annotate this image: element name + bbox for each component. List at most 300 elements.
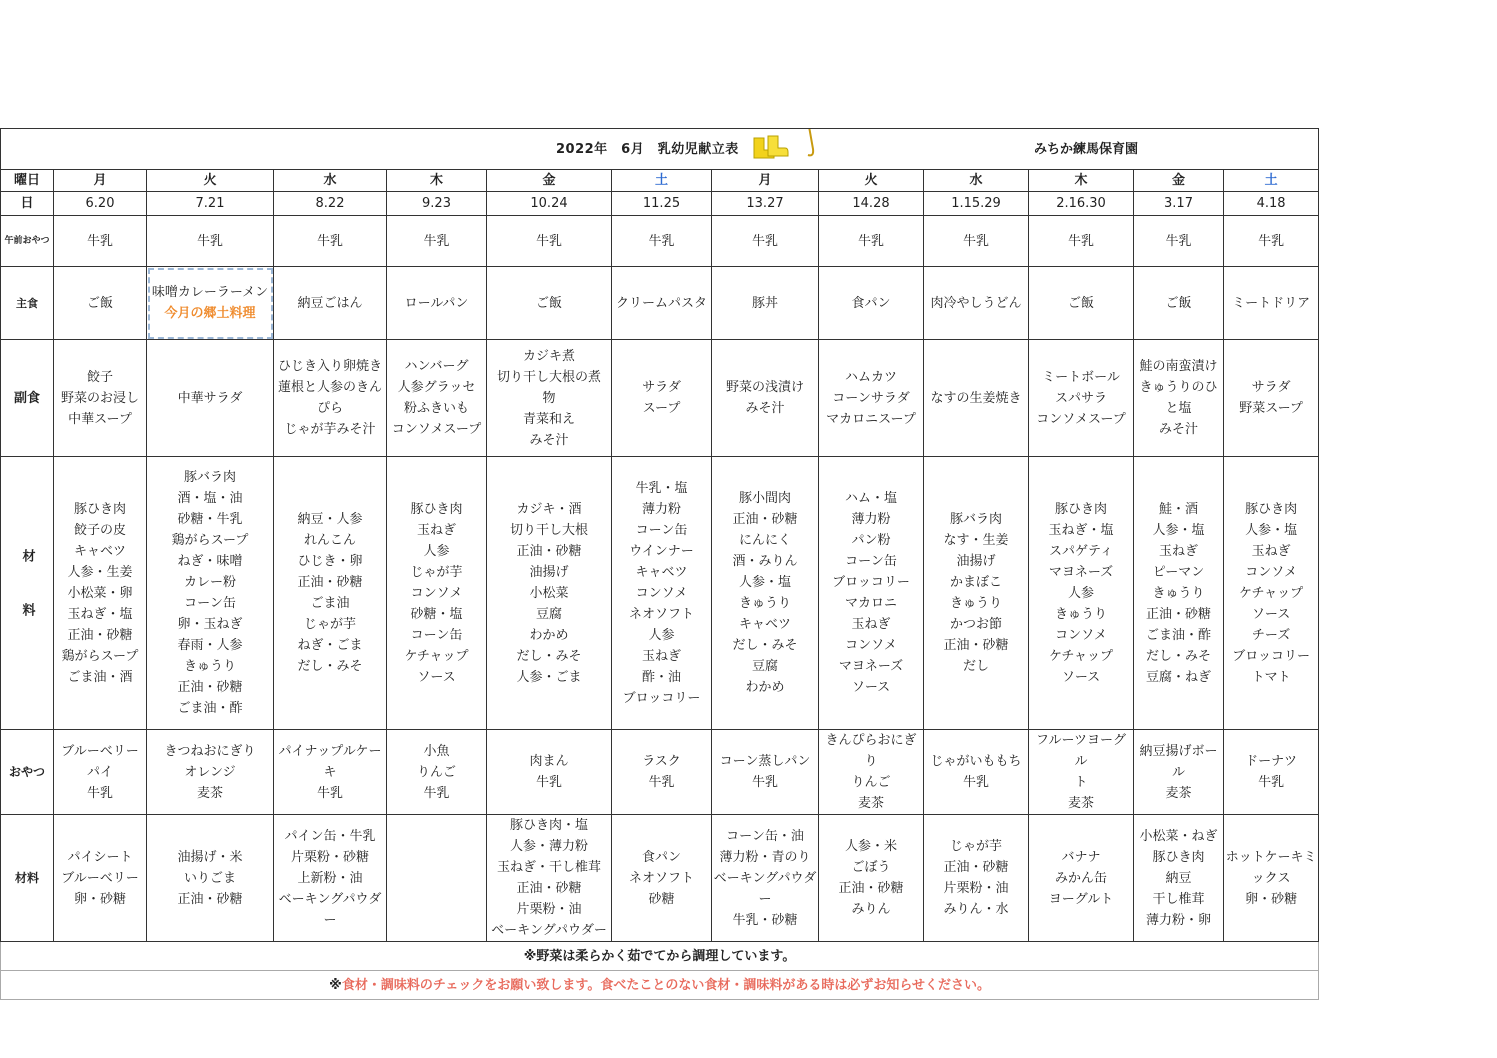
text-line: パイン缶・牛乳 xyxy=(284,828,376,844)
snack-ingredients-cell xyxy=(54,815,147,942)
text-line: なすの生姜焼き xyxy=(930,390,1022,406)
text-line: 納豆 xyxy=(1165,870,1192,886)
weekday-cell: 月 xyxy=(712,170,819,192)
text-line: 鶏がらスープ xyxy=(171,533,249,548)
text-line: 豚バラ肉 xyxy=(949,512,1002,527)
staple-cell xyxy=(819,267,924,340)
staple-cell xyxy=(712,267,819,340)
text-line: ケチャップ xyxy=(404,648,469,664)
text-line: コーン缶 xyxy=(845,554,897,569)
text-line: パン粉 xyxy=(851,533,891,548)
text-line: キャベツ xyxy=(635,564,688,580)
text-line: 玉ねぎ・塩 xyxy=(67,606,133,622)
ingredients-cell xyxy=(924,457,1029,730)
text-line: きゅうり xyxy=(738,596,791,611)
text-line: みりん・水 xyxy=(943,902,1009,917)
text-line: ックス xyxy=(1251,870,1291,886)
text-line: 食パン xyxy=(851,295,891,311)
text-line: じゃがいももち xyxy=(930,754,1022,769)
text-line: 小松菜 xyxy=(529,585,569,601)
text-line: 正油・砂糖 xyxy=(516,881,582,896)
text-line: 正油・砂糖 xyxy=(732,512,798,527)
text-line: 油揚げ・米 xyxy=(177,849,243,865)
text-line: きゅうり xyxy=(949,596,1002,611)
text-line: だし・みそ xyxy=(1145,648,1211,664)
text-line: きゅうりのひ xyxy=(1139,380,1218,395)
text-line: ネオソフト xyxy=(628,870,694,886)
text-line: わかめ xyxy=(529,627,569,643)
snack-ingredients-label: 材料 xyxy=(1,815,54,942)
text-line: 干し椎茸 xyxy=(1152,891,1205,907)
date-row xyxy=(1,192,1319,216)
ingredients-cell xyxy=(147,457,274,730)
ingredients-cell xyxy=(1134,457,1224,730)
text-line: 玉ねぎ・干し椎茸 xyxy=(496,860,601,875)
weekday-cell: 火 xyxy=(147,170,274,192)
date-cell: 3.17 xyxy=(1134,192,1224,216)
text-line: バナナ xyxy=(1061,849,1101,865)
text-line: ブルーベリー xyxy=(61,743,139,759)
morning-snack-cell: 牛乳 xyxy=(1134,216,1224,267)
text-line: スープ xyxy=(642,401,681,416)
text-line: ウインナー xyxy=(629,543,694,559)
snack-cell xyxy=(1134,730,1224,815)
text-line: 納豆ごはん xyxy=(297,295,363,311)
text-line: コンソメスープ xyxy=(1036,411,1126,427)
text-line: ネオソフト xyxy=(628,606,694,622)
text-line: キャベツ xyxy=(73,543,126,559)
text-line: 人参・薄力粉 xyxy=(509,839,588,854)
text-line: 正油・砂糖 xyxy=(297,575,363,590)
date-cell: 10.24 xyxy=(487,192,612,216)
staple-cell xyxy=(1029,267,1134,340)
text-line: ベーキングパウダ xyxy=(713,870,817,886)
text-line: 人参・塩 xyxy=(738,575,791,590)
snack-ingredients-cell xyxy=(387,815,487,942)
text-line: コンソメ xyxy=(1055,627,1107,643)
text-line: ミートドリア xyxy=(1232,295,1311,311)
text-line: 豚ひき肉 xyxy=(410,501,463,517)
text-line: ケチャップ xyxy=(1048,648,1114,664)
text-line: だし・みそ xyxy=(516,648,582,664)
text-line: みかん缶 xyxy=(1054,870,1107,886)
text-line: 油揚げ xyxy=(529,564,569,580)
snack-cell xyxy=(1029,730,1134,815)
text-line: カレー粉 xyxy=(183,575,236,590)
text-line: 砂糖・牛乳 xyxy=(177,512,243,527)
text-line: だし・みそ xyxy=(297,659,363,674)
text-line: 玉ねぎ xyxy=(1158,543,1198,559)
text-line: 牛乳 xyxy=(1258,775,1285,790)
text-line: じゃが芋 xyxy=(410,564,463,580)
text-line: 小魚 xyxy=(423,743,450,759)
date-cell: 2.16.30 xyxy=(1029,192,1134,216)
text-line: ひじき・卵 xyxy=(297,554,363,569)
text-line: 豚ひき肉 xyxy=(1054,501,1107,517)
date-label: 日 xyxy=(1,192,54,216)
text-line: 玉ねぎ xyxy=(1251,543,1291,559)
text-line: 正油・砂糖 xyxy=(177,680,243,695)
text-line: クリームパスタ xyxy=(615,295,707,311)
text-line: かまぼこ xyxy=(949,575,1002,590)
text-line: 酒・塩・油 xyxy=(177,491,243,506)
text-line: 豚ひき肉・塩 xyxy=(509,818,588,833)
staple-label: 主食 xyxy=(1,267,54,340)
text-line: 片栗粉・砂糖 xyxy=(290,849,369,865)
side-dish-cell xyxy=(274,340,387,457)
ingredients-cell xyxy=(387,457,487,730)
ingredients-cell xyxy=(487,457,612,730)
text-line: 砂糖・塩 xyxy=(410,606,463,622)
text-line: ハム・塩 xyxy=(844,491,897,506)
text-line: 牛乳 xyxy=(648,775,675,790)
morning-snack-cell: 牛乳 xyxy=(612,216,712,267)
morning-snack-cell: 牛乳 xyxy=(1029,216,1134,267)
text-line: にんにく xyxy=(738,533,791,548)
ingredients-cell xyxy=(819,457,924,730)
text-line: 正油・砂糖 xyxy=(943,638,1009,653)
text-line: と塩 xyxy=(1165,401,1192,416)
text-line: 牛乳・塩 xyxy=(635,480,688,496)
text-line: コンソメ xyxy=(410,585,463,601)
umbrella-icon xyxy=(779,129,833,167)
snack-ingredients-cell xyxy=(274,815,387,942)
text-line: 餃子の皮 xyxy=(73,522,126,538)
menu-table xyxy=(0,128,1319,1000)
text-line: コンソメ xyxy=(635,585,688,601)
text-line: 春雨・人参 xyxy=(177,638,243,653)
text-line: 牛乳 xyxy=(535,775,562,790)
text-line: 玉ねぎ xyxy=(641,648,681,664)
staple-cell xyxy=(1224,267,1319,340)
text-line: パイ xyxy=(86,764,113,780)
text-line: 人参 xyxy=(1067,585,1094,601)
snack-cell xyxy=(274,730,387,815)
text-line: 酢・油 xyxy=(641,669,681,685)
text-line: 麦茶 xyxy=(1165,785,1192,801)
text-line: 正油・砂糖 xyxy=(177,891,243,907)
text-line: コーン蒸しパン xyxy=(719,754,811,769)
text-line: なす・生姜 xyxy=(943,533,1009,548)
text-line: 上新粉・油 xyxy=(297,870,363,886)
staple-cell xyxy=(147,267,274,340)
text-line: 人参・塩 xyxy=(1245,522,1298,538)
text-line: みそ汁 xyxy=(1158,422,1198,437)
text-line: 正油・砂糖 xyxy=(67,627,133,643)
text-line: ぴら xyxy=(316,401,343,416)
text-line: 人参・生姜 xyxy=(67,564,133,580)
weekday-cell: 月 xyxy=(54,170,147,192)
text-line: みりん xyxy=(851,902,891,917)
text-line: 人参 xyxy=(648,627,675,643)
text-line: 鮭・酒 xyxy=(1158,501,1198,517)
text-line: 納豆・人参 xyxy=(297,512,363,527)
text-line: 小松菜・卵 xyxy=(67,585,133,601)
side-dish-cell xyxy=(147,340,274,457)
text-line: フルーツヨーグル xyxy=(1036,733,1126,769)
text-line: 牛乳 xyxy=(751,775,778,790)
text-line: ひじき入り卵焼き xyxy=(277,359,382,374)
text-line: 玉ねぎ xyxy=(851,617,891,632)
snack-cell xyxy=(712,730,819,815)
morning-snack-row xyxy=(1,216,1319,267)
text-line: 牛乳 xyxy=(962,775,989,790)
title-row xyxy=(1,129,1319,170)
text-line: 野菜の浅漬け xyxy=(725,380,804,395)
snack-ingredients-row xyxy=(1,815,1319,942)
text-line: コーン缶 xyxy=(410,627,463,643)
text-line: 物 xyxy=(542,390,556,406)
text-line: マカロニ xyxy=(844,596,897,611)
staple-cell xyxy=(487,267,612,340)
text-line: だし・みそ xyxy=(732,638,798,653)
text-line: きゅうり xyxy=(183,659,236,674)
text-line: みそ汁 xyxy=(745,401,785,416)
text-line: ねぎ・ごま xyxy=(297,638,363,653)
text-line: ご飯 xyxy=(1165,295,1192,311)
text-line: きゅうり xyxy=(1054,606,1107,622)
text-line: ねぎ・味噌 xyxy=(177,554,243,569)
text-line: 豚ひき肉 xyxy=(1245,501,1298,517)
text-line: ケチャップ xyxy=(1239,585,1304,601)
text-line: 蓮根と人参のきん xyxy=(277,380,382,395)
text-line: ブロッコリー xyxy=(622,690,701,706)
text-line: コーンサラダ xyxy=(832,390,910,406)
text-line: 薄力粉・青のり xyxy=(719,849,811,865)
side-dish-cell xyxy=(924,340,1029,457)
weekday-cell: 金 xyxy=(487,170,612,192)
text-line: 牛乳 xyxy=(86,785,113,801)
text-line: 油揚げ xyxy=(956,554,996,569)
weekday-cell: 土 xyxy=(1224,170,1319,192)
text-line: ご飯 xyxy=(86,295,113,311)
text-line: ご飯 xyxy=(1067,295,1094,311)
snack-row xyxy=(1,730,1319,815)
text-line: 人参・ごま xyxy=(516,669,582,685)
text-line: 切り干し大根の煮 xyxy=(496,369,601,385)
side-dish-cell xyxy=(1029,340,1134,457)
text-line: 片栗粉・油 xyxy=(516,902,582,917)
snack-cell xyxy=(387,730,487,815)
text-line: ブロッコリー xyxy=(1232,648,1310,664)
text-line: 卵・玉ねぎ xyxy=(177,617,243,632)
text-line: ごま油・酒 xyxy=(67,669,133,685)
text-line: マヨネーズ xyxy=(838,659,904,674)
text-line: きゅうり xyxy=(1152,585,1205,601)
text-line: 片栗粉・油 xyxy=(943,881,1009,896)
text-line: 薄力粉・卵 xyxy=(1145,912,1211,928)
staple-row xyxy=(1,267,1319,340)
text-line: オレンジ xyxy=(184,764,236,780)
staple-cell xyxy=(387,267,487,340)
text-line: ベーキングパウダー xyxy=(278,891,382,928)
snack-ingredients-cell xyxy=(487,815,612,942)
date-cell: 7.21 xyxy=(147,192,274,216)
text-line: 牛乳 xyxy=(316,785,343,801)
text-line: りんご xyxy=(851,775,891,790)
text-line: コーン缶 xyxy=(184,596,236,611)
snack-label: おやつ xyxy=(1,730,54,815)
staple-cell xyxy=(612,267,712,340)
side-dish-cell xyxy=(712,340,819,457)
snack-cell xyxy=(54,730,147,815)
side-dish-label: 副食 xyxy=(1,340,54,457)
morning-snack-cell: 牛乳 xyxy=(274,216,387,267)
text-line: かつお節 xyxy=(949,617,1002,632)
morning-snack-cell: 牛乳 xyxy=(819,216,924,267)
text-line: トマト xyxy=(1251,669,1291,685)
ingredients-row xyxy=(1,457,1319,730)
text-line: 麦茶 xyxy=(196,785,223,801)
text-line: 青菜和え xyxy=(522,411,575,427)
text-line: れんこん xyxy=(303,533,356,548)
text-line: ドーナツ xyxy=(1245,754,1298,769)
side-dish-cell xyxy=(612,340,712,457)
text-line: 玉ねぎ・塩 xyxy=(1048,522,1114,538)
text-line: 人参・米 xyxy=(844,839,897,854)
text-line: りんご xyxy=(416,764,456,780)
text-line: 人参グラッセ xyxy=(397,380,476,395)
text-line: じゃが芋みそ汁 xyxy=(284,422,376,437)
text-line: 豚ひき肉 xyxy=(73,501,126,517)
text-line: ー xyxy=(758,891,772,907)
text-line: だし xyxy=(962,659,989,674)
snack-ingredients-cell xyxy=(819,815,924,942)
text-line: 納豆揚げボール xyxy=(1139,743,1218,780)
snack-cell xyxy=(1224,730,1319,815)
morning-snack-cell: 牛乳 xyxy=(147,216,274,267)
side-dish-cell xyxy=(387,340,487,457)
side-dish-cell xyxy=(819,340,924,457)
morning-snack-label: 午前おやつ xyxy=(1,216,54,267)
text-line: キャベツ xyxy=(738,617,791,632)
snack-ingredients-cell xyxy=(1134,815,1224,942)
staple-cell xyxy=(924,267,1029,340)
ingredients-cell xyxy=(274,457,387,730)
text-line: 野菜のお浸し xyxy=(60,390,139,406)
text-line: 豆腐・ねぎ xyxy=(1145,669,1211,685)
school-name: みちか練馬保育園 xyxy=(1034,142,1139,157)
text-line: 砂糖 xyxy=(648,891,675,907)
date-cell: 1.15.29 xyxy=(924,192,1029,216)
side-dish-cell xyxy=(1224,340,1319,457)
text-line: ごぼう xyxy=(851,860,891,875)
snack-cell xyxy=(924,730,1029,815)
text-line: ピーマン xyxy=(1152,564,1205,580)
text-line: 味噌カレーラーメン xyxy=(151,285,269,300)
note-row-2 xyxy=(1,971,1319,1000)
weekday-cell: 木 xyxy=(1029,170,1134,192)
snack-ingredients-cell xyxy=(1224,815,1319,942)
text-line: 薄力粉 xyxy=(851,512,891,527)
text-line: パイシート xyxy=(67,849,133,865)
note-allergy-check: ※食材・調味料のチェックをお願い致します。食べたことのない食材・調味料がある時は必ずお知らせください。 xyxy=(1,971,1319,1000)
date-cell: 8.22 xyxy=(274,192,387,216)
staple-cell xyxy=(1134,267,1224,340)
text-line: パイナップルケーキ xyxy=(278,743,382,780)
text-line: 正油・砂糖 xyxy=(1145,606,1211,622)
ingredients-cell xyxy=(712,457,819,730)
text-line: 中華スープ xyxy=(68,411,132,427)
note-row-1 xyxy=(1,942,1319,971)
text-line: 玉ねぎ xyxy=(416,522,456,538)
date-cell: 6.20 xyxy=(54,192,147,216)
text-line: ラスク xyxy=(642,754,681,769)
text-line: きつねおにぎり xyxy=(164,743,256,759)
date-cell: 4.18 xyxy=(1224,192,1319,216)
text-line: ご飯 xyxy=(535,295,562,311)
snack-ingredients-cell xyxy=(147,815,274,942)
morning-snack-cell: 牛乳 xyxy=(924,216,1029,267)
text-line: 肉まん xyxy=(529,754,569,769)
text-line: 鶏がらスープ xyxy=(61,648,139,664)
ingredients-cell xyxy=(1224,457,1319,730)
text-line: 牛乳 xyxy=(423,785,450,801)
text-line: 豚バラ肉 xyxy=(183,470,236,485)
text-line: 粉ふきいも xyxy=(403,401,469,416)
text-line: 豚丼 xyxy=(751,295,778,311)
snack-cell xyxy=(819,730,924,815)
text-line: 切り干し大根 xyxy=(509,522,588,538)
text-line: ごま油 xyxy=(310,596,350,611)
text-line: カジキ煮 xyxy=(522,348,575,364)
weekday-label: 曜日 xyxy=(1,170,54,192)
text-line: 人参・塩 xyxy=(1152,522,1205,538)
text-line: ト xyxy=(1074,775,1088,790)
side-dish-row xyxy=(1,340,1319,457)
text-line: 牛乳・砂糖 xyxy=(732,912,798,928)
weekday-cell: 木 xyxy=(387,170,487,192)
morning-snack-cell: 牛乳 xyxy=(1224,216,1319,267)
text-line: ソース xyxy=(1251,606,1291,622)
text-line: 麦茶 xyxy=(1067,796,1094,811)
text-line: チーズ xyxy=(1251,627,1291,643)
text-line: 卵・砂糖 xyxy=(1245,891,1298,907)
date-cell: 11.25 xyxy=(612,192,712,216)
text-line: 野菜スープ xyxy=(1239,401,1303,416)
snack-ingredients-cell xyxy=(612,815,712,942)
text-line: 正油・砂糖 xyxy=(943,860,1009,875)
text-line: コーン缶 xyxy=(635,522,688,538)
staple-cell xyxy=(54,267,147,340)
text-line: ハムカツ xyxy=(844,369,897,385)
text-line: ヨーグルト xyxy=(1048,891,1114,907)
text-line: 豚ひき肉 xyxy=(1152,849,1205,865)
snack-cell xyxy=(612,730,712,815)
text-line: 正油・砂糖 xyxy=(838,881,904,896)
text-line: 肉冷やしうどん xyxy=(930,295,1022,311)
text-line: コーン缶・油 xyxy=(726,828,804,844)
side-dish-cell xyxy=(54,340,147,457)
text-line: コンソメ xyxy=(845,638,897,653)
text-line: カジキ・酒 xyxy=(516,501,582,517)
weekday-cell: 金 xyxy=(1134,170,1224,192)
page-title: 2022年 6月 乳幼児献立表 xyxy=(556,142,739,157)
weekday-cell: 土 xyxy=(612,170,712,192)
ingredients-cell xyxy=(1029,457,1134,730)
text-line: マヨネーズ xyxy=(1048,564,1114,580)
text-line: いりごま xyxy=(183,870,236,886)
weekday-row xyxy=(1,170,1319,192)
text-line: じゃが芋 xyxy=(949,839,1002,854)
local-dish-badge: 今月の郷土料理 xyxy=(164,306,256,321)
text-line: ごま油・酢 xyxy=(1145,627,1211,643)
text-line: 食パン xyxy=(641,849,681,865)
date-cell: 9.23 xyxy=(387,192,487,216)
text-line: 豆腐 xyxy=(535,606,562,622)
staple-cell xyxy=(274,267,387,340)
text-line: 餃子 xyxy=(86,369,113,385)
